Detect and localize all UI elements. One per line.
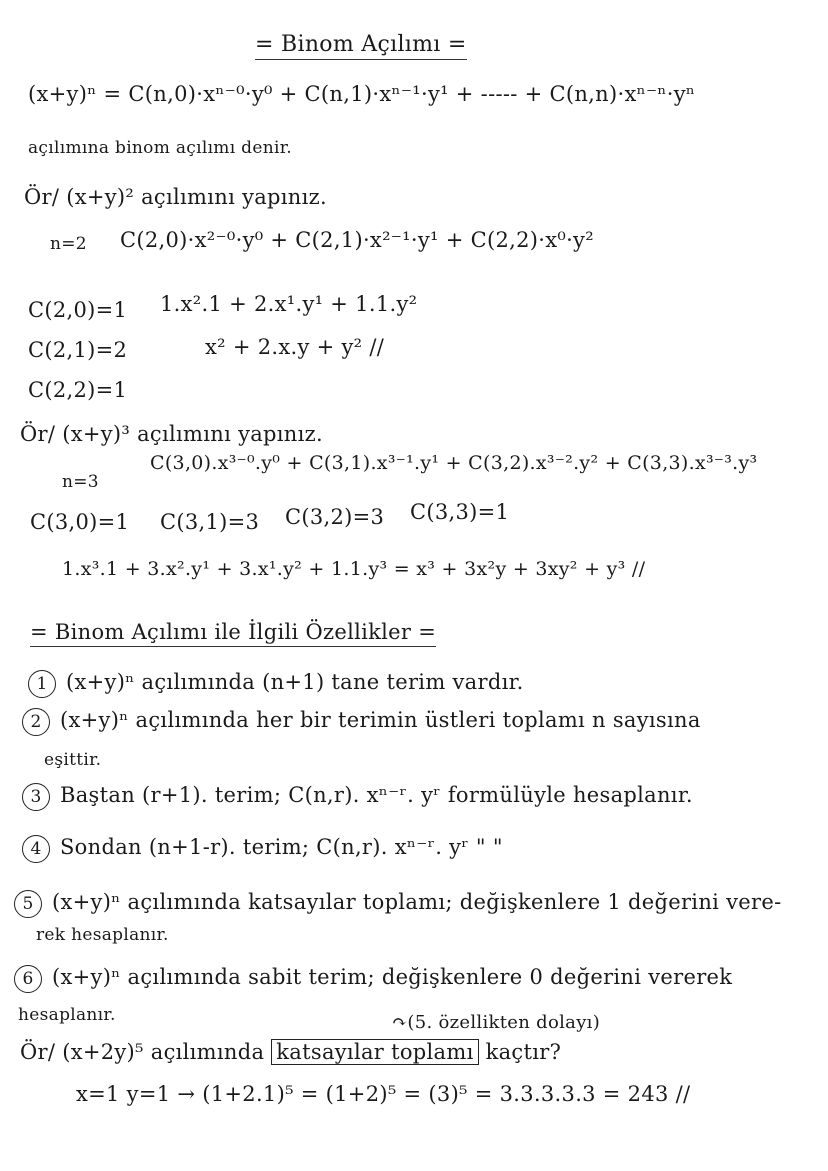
example2-prompt: Ör/ (x+y)³ açılımını yapınız. xyxy=(20,422,323,446)
example2-result: 1.x³.1 + 3.x².y¹ + 3.x¹.y² + 1.1.y³ = x³ + 3x²y + 3xy² + y³ // xyxy=(62,558,646,580)
page-title xyxy=(255,32,467,57)
example1-step: 1.x².1 + 2.x¹.y¹ + 1.1.y² xyxy=(160,292,418,316)
property-2-cont: eşittir. xyxy=(44,750,102,770)
example2-coef-1: C(3,1)=3 xyxy=(160,510,260,534)
prompt-start: Ör/ (x+2y)⁵ açılımında xyxy=(20,1040,265,1064)
number-circle: 2 xyxy=(22,708,50,736)
number-circle: 6 xyxy=(14,965,42,993)
example1-coef-1: C(2,1)=2 xyxy=(28,338,128,362)
example3-solution: x=1 y=1 → (1+2.1)⁵ = (1+2)⁵ = (3)⁵ = 3.3.3.3.3 = 243 // xyxy=(76,1082,691,1106)
example1-prompt: Ör/ (x+y)² açılımını yapınız. xyxy=(24,185,327,209)
example2-n: n=3 xyxy=(62,472,99,492)
property-text: (x+y)ⁿ açılımında (n+1) tane terim vardır. xyxy=(66,670,524,694)
number-circle: 5 xyxy=(14,890,42,918)
property-6 xyxy=(14,965,732,993)
property-5 xyxy=(14,890,782,918)
example1-result: x² + 2.x.y + y² // xyxy=(205,335,385,359)
property-text: Baştan (r+1). terim; C(n,r). xⁿ⁻ʳ. yʳ formülüyle hesaplanır. xyxy=(60,783,693,807)
example3-note: ↷(5. özellikten dolayı) xyxy=(392,1012,601,1033)
boxed-term: katsayılar toplamı xyxy=(271,1039,478,1065)
number-circle: 1 xyxy=(28,670,56,698)
properties-title-text: = Binom Açılımı ile İlgili Özellikler = xyxy=(30,620,436,647)
binomial-formula: (x+y)ⁿ = C(n,0)·xⁿ⁻⁰·y⁰ + C(n,1)·xⁿ⁻¹·y¹ + ----- + C(n,n)·xⁿ⁻ⁿ·yⁿ xyxy=(28,82,696,106)
example2-expansion: C(3,0).x³⁻⁰.y⁰ + C(3,1).x³⁻¹.y¹ + C(3,2).x³⁻².y² + C(3,3).x³⁻³.y³ xyxy=(150,452,758,474)
example1-n: n=2 xyxy=(50,234,87,254)
property-text: (x+y)ⁿ açılımında katsayılar toplamı; değişkenlere 1 değerini vere- xyxy=(52,890,782,914)
example1-coef-2: C(2,2)=1 xyxy=(28,378,128,402)
example2-coef-2: C(3,2)=3 xyxy=(285,505,385,529)
properties-title xyxy=(30,620,436,644)
property-2 xyxy=(22,708,701,736)
example2-coef-3: C(3,3)=1 xyxy=(410,500,510,524)
property-5-cont: rek hesaplanır. xyxy=(36,925,169,945)
number-circle: 4 xyxy=(22,835,50,863)
property-4 xyxy=(22,835,503,863)
example2-coef-0: C(3,0)=1 xyxy=(30,510,130,534)
prompt-end: kaçtır? xyxy=(485,1040,562,1064)
definition-text: açılımına binom açılımı denir. xyxy=(28,138,292,158)
property-text: Sondan (n+1-r). terim; C(n,r). xⁿ⁻ʳ. yʳ " " xyxy=(60,835,503,859)
property-1 xyxy=(28,670,524,698)
number-circle: 3 xyxy=(22,783,50,811)
example1-coef-0: C(2,0)=1 xyxy=(28,298,128,322)
title-text: = Binom Açılımı = xyxy=(255,32,467,60)
property-6-cont: hesaplanır. xyxy=(18,1005,116,1025)
property-3 xyxy=(22,783,693,811)
example3-prompt xyxy=(20,1040,561,1064)
example1-expansion: C(2,0)·x²⁻⁰·y⁰ + C(2,1)·x²⁻¹·y¹ + C(2,2)·x⁰·y² xyxy=(120,228,594,252)
property-text: (x+y)ⁿ açılımında her bir terimin üstleri toplamı n sayısına xyxy=(60,708,701,732)
property-text: (x+y)ⁿ açılımında sabit terim; değişkenlere 0 değerini vererek xyxy=(52,965,733,989)
